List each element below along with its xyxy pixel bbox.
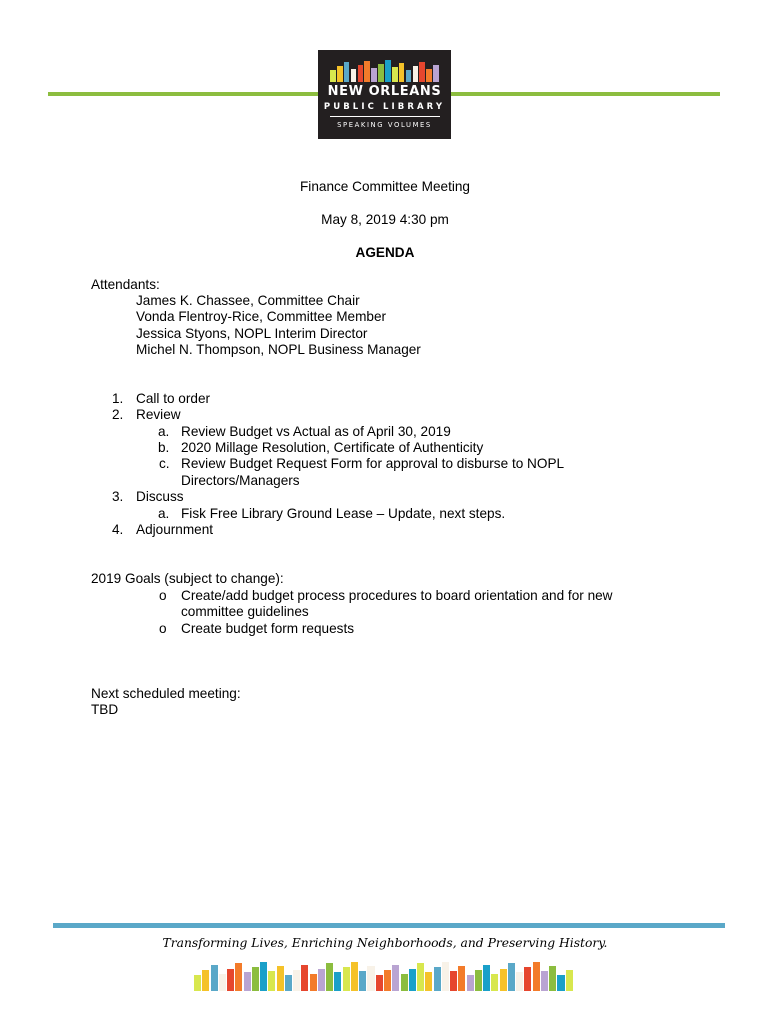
library-logo: [318, 50, 451, 139]
book-spine: [277, 966, 284, 991]
book-spine: [483, 965, 490, 991]
attendant-item: Michel N. Thompson, NOPL Business Manager: [136, 342, 421, 357]
agenda-item-number: 2.: [112, 407, 124, 422]
meeting-datetime: May 8, 2019 4:30 pm: [321, 212, 449, 227]
goal-item-text-continued: committee guidelines: [181, 604, 309, 619]
book-spine: [318, 969, 325, 991]
goal-bullet: o: [159, 621, 167, 636]
book-spine: [409, 969, 416, 991]
goal-item-text: Create budget form requests: [181, 621, 355, 636]
book-spine: [426, 69, 432, 82]
footer-blue-rule: [53, 923, 725, 928]
book-spine: [475, 970, 482, 991]
book-spine: [500, 969, 507, 991]
agenda-item-number: 1.: [112, 391, 124, 406]
book-spine: [260, 962, 267, 991]
book-spine: [491, 974, 498, 991]
book-spine: [392, 965, 399, 991]
book-spine: [557, 975, 564, 991]
book-spine: [211, 965, 218, 991]
book-spine: [235, 963, 242, 991]
agenda-subitem-letter: a.: [158, 424, 170, 439]
book-spine: [419, 62, 425, 82]
book-spine: [371, 68, 377, 82]
book-spine: [364, 61, 370, 82]
logo-book-spines: [330, 60, 440, 82]
book-spine: [351, 962, 358, 991]
agenda-item-text: Adjournment: [136, 522, 214, 537]
book-spine: [425, 972, 432, 991]
book-spine: [508, 963, 515, 991]
book-spine: [310, 974, 317, 991]
agenda-subitem-text: Review Budget vs Actual as of April 30, 2019: [181, 424, 451, 439]
book-spine: [268, 971, 275, 991]
next-meeting-label: Next scheduled meeting:: [91, 686, 241, 701]
book-spine: [376, 975, 383, 991]
agenda-item-text: Review: [136, 407, 181, 422]
book-spine: [351, 69, 357, 82]
book-spine: [334, 972, 341, 991]
book-spine: [244, 972, 251, 991]
book-spine: [442, 962, 449, 991]
agenda-subitem-text: 2020 Millage Resolution, Certificate of Authenticity: [181, 440, 484, 455]
logo-line-2: PUBLIC LIBRARY: [323, 102, 446, 112]
book-spine: [385, 60, 391, 82]
book-spine: [330, 70, 336, 82]
meeting-title: Finance Committee Meeting: [300, 179, 470, 194]
logo-tagline: SPEAKING VOLUMES: [337, 121, 432, 129]
book-spine: [549, 966, 556, 991]
book-spine: [219, 974, 226, 991]
logo-divider: [330, 116, 440, 117]
goal-item-text: Create/add budget process procedures to board orientation and for new: [181, 588, 613, 603]
goals-label: 2019 Goals (subject to change):: [91, 571, 284, 586]
attendant-item: Vonda Flentroy-Rice, Committee Member: [136, 309, 387, 324]
book-spine: [401, 974, 408, 991]
next-meeting-value: TBD: [91, 702, 119, 717]
attendants-label: Attendants:: [91, 277, 160, 292]
book-spine: [252, 967, 259, 991]
book-spine: [358, 65, 364, 82]
book-spine: [433, 65, 439, 82]
book-spine: [384, 970, 391, 991]
book-spine: [202, 970, 209, 991]
agenda-subitem-text: Fisk Free Library Ground Lease – Update, next steps.: [181, 506, 506, 521]
goal-bullet: o: [159, 588, 167, 603]
logo-line-1: NEW ORLEANS: [327, 84, 442, 99]
book-spine: [293, 970, 300, 991]
agenda-subitem-text: Review Budget Request Form for approval to disburse to NOPL: [181, 456, 565, 471]
agenda-subitem-letter: a.: [158, 506, 170, 521]
agenda-item-text: Discuss: [136, 489, 184, 504]
book-spine: [566, 970, 573, 991]
agenda-heading: AGENDA: [355, 245, 415, 260]
book-spine: [467, 975, 474, 991]
footer-book-spines: [194, 962, 574, 991]
book-spine: [378, 64, 384, 82]
book-spine: [399, 63, 405, 82]
book-spine: [359, 971, 366, 991]
agenda-subitem-letter: c.: [159, 456, 170, 471]
book-spine: [450, 971, 457, 991]
agenda-item-number: 4.: [112, 522, 124, 537]
book-spine: [301, 965, 308, 991]
book-spine: [413, 66, 419, 82]
book-spine: [326, 963, 333, 991]
book-spine: [417, 963, 424, 991]
book-spine: [406, 70, 412, 82]
book-spine: [516, 972, 523, 991]
agenda-subitem-text-continued: Directors/Managers: [181, 473, 300, 488]
book-spine: [392, 67, 398, 82]
agenda-item-number: 3.: [112, 489, 124, 504]
attendant-item: Jessica Styons, NOPL Interim Director: [136, 326, 368, 341]
agenda-subitem-letter: b.: [158, 440, 170, 455]
book-spine: [344, 62, 350, 82]
book-spine: [285, 975, 292, 991]
book-spine: [367, 966, 374, 991]
book-spine: [343, 967, 350, 991]
book-spine: [337, 66, 343, 82]
book-spine: [524, 967, 531, 991]
book-spine: [533, 962, 540, 991]
attendant-item: James K. Chassee, Committee Chair: [136, 293, 360, 308]
book-spine: [227, 969, 234, 991]
agenda-item-text: Call to order: [136, 391, 211, 406]
book-spine: [434, 967, 441, 991]
book-spine: [541, 971, 548, 991]
book-spine: [458, 966, 465, 991]
footer-tagline: Transforming Lives, Enriching Neighborhoods, and Preserving History.: [162, 936, 608, 950]
book-spine: [194, 975, 201, 991]
